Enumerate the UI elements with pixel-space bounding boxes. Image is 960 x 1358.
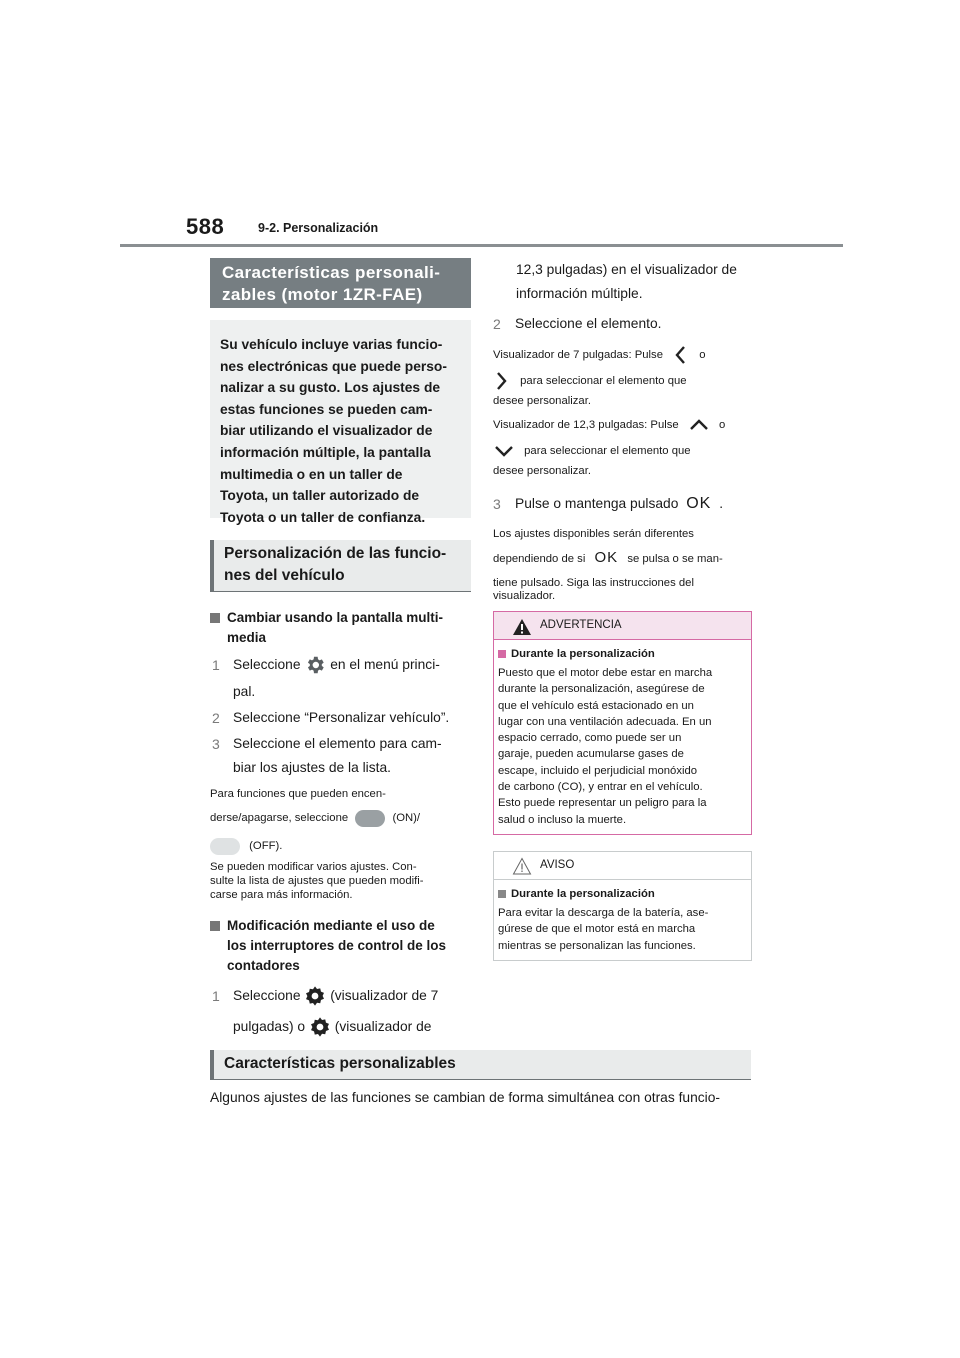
note-line: visualizador.	[493, 590, 556, 602]
intro-line: Su vehículo incluye varias funcio-	[220, 337, 443, 352]
warning-body	[494, 640, 751, 834]
note-line	[493, 438, 752, 464]
note-text: derse/apagarse, seleccione	[210, 812, 349, 824]
settings-icon-7in	[304, 985, 326, 1007]
ok-button-icon: OK	[594, 549, 619, 566]
step-text-part: pal.	[233, 684, 256, 699]
note-line: desee personalizar.	[493, 465, 591, 477]
intro-line: Toyota, un taller autorizado de	[220, 488, 420, 504]
step-number: 2	[493, 316, 501, 332]
bottom-paragraph: Algunos ajustes de las funciones se cambian de forma simultánea con otras funcio-	[210, 1090, 720, 1105]
warning-header	[494, 612, 751, 640]
note-line: tiene pulsado. Siga las instrucciones del	[493, 577, 694, 589]
step-text: Seleccione “Personalizar vehículo”.	[233, 710, 450, 725]
header-rule	[120, 244, 843, 247]
note-line	[493, 368, 752, 394]
step-1-switches	[210, 984, 471, 1039]
note-text: se pulsa o se man-	[627, 553, 723, 565]
ok-button-icon: OK	[686, 495, 712, 512]
notice-line: gúrese de que el motor está en marcha	[498, 923, 696, 936]
notice-line: Para evitar la descarga de la batería, ase-	[498, 906, 709, 919]
page-number: 588	[186, 214, 225, 239]
note-ok	[493, 522, 752, 603]
notice-line: mientras se personalizan las funciones.	[498, 939, 696, 952]
subheading-line: Modificación mediante el uso de	[227, 918, 435, 933]
note-line	[493, 546, 752, 571]
subheading-line: contadores	[227, 958, 300, 973]
step-text-part: (visualizador de 7	[330, 988, 439, 1003]
warning-line: Esto puede representar un peligro para la	[498, 797, 707, 810]
notice-box	[493, 851, 752, 961]
warning-line: salud o incluso la muerte.	[498, 813, 627, 826]
chevron-left-icon	[672, 345, 690, 365]
left-column	[210, 258, 471, 1039]
warning-subtitle	[498, 646, 747, 662]
note-line: carse para más información.	[210, 889, 353, 901]
note-text: para seleccionar el elemento que	[520, 375, 687, 387]
note-text: Visualizador de 12,3 pulgadas: Pulse	[493, 419, 679, 431]
heading-line: Personalización de las funcio-	[224, 545, 447, 562]
intro-line: multimedia o en un taller de	[220, 466, 403, 482]
step-text	[233, 653, 471, 677]
notice-text	[498, 905, 747, 954]
section-label: 9-2. Personalización	[258, 221, 379, 235]
note-7in	[493, 342, 752, 408]
note-text: o	[718, 419, 726, 431]
intro-box	[210, 320, 471, 525]
step-text	[515, 492, 752, 516]
note-text: o	[699, 349, 706, 361]
step-number: 1	[212, 657, 220, 673]
intro-line: biar utilizando el visualizador de	[220, 423, 433, 439]
note-line	[210, 834, 471, 858]
subheading-line: media	[227, 630, 267, 645]
note-line	[493, 342, 752, 368]
notice-body	[494, 880, 751, 960]
note-toggle	[210, 782, 471, 858]
warning-line: espacio cerrado, como puede ser un	[498, 732, 682, 745]
chevron-right-icon	[493, 371, 511, 391]
step-text: Seleccione el elemento para cam-	[233, 736, 442, 751]
square-bullet-icon	[210, 921, 220, 931]
heading-line: Características personalizables	[224, 1055, 456, 1072]
note-text: (ON)/	[392, 812, 421, 824]
notice-title: AVISO	[540, 858, 575, 871]
chevron-down-icon	[493, 443, 515, 459]
intro-line: estas funciones se pueden cam-	[220, 401, 433, 417]
step-number: 3	[212, 736, 220, 752]
subheading-line: Cambiar usando la pantalla multi-	[227, 610, 444, 625]
step-3	[210, 732, 471, 780]
note-line: Los ajustes disponibles serán diferentes	[493, 528, 694, 540]
customizable-features-heading	[210, 1050, 751, 1080]
step-text-part: Seleccione	[233, 988, 301, 1003]
step-text-part: Pulse o mantenga pulsado	[515, 496, 679, 511]
gear-icon	[304, 654, 326, 676]
notice-subtitle-text: Durante la personalización	[511, 887, 655, 900]
subheading-line: los interruptores de control de los	[227, 938, 447, 953]
subheading-switches	[210, 916, 471, 976]
note-line: Para funciones que pueden encen-	[210, 788, 386, 800]
step-number: 3	[493, 496, 501, 512]
step-text-part: (visualizador de	[334, 1019, 432, 1034]
step-text-part: .	[719, 496, 724, 511]
step-text	[233, 984, 471, 1008]
chevron-up-icon	[688, 417, 710, 433]
note-line	[210, 806, 471, 830]
step-1	[210, 653, 471, 704]
note-line: sulte la lista de ajustes que pueden modifi-	[210, 875, 424, 887]
intro-line: Toyota o un taller de confianza.	[220, 509, 426, 525]
step-number: 1	[212, 988, 220, 1004]
note-line: Se pueden modificar varios ajustes. Con-	[210, 861, 417, 873]
step-2-right	[493, 312, 752, 336]
step-2	[210, 706, 471, 730]
toggle-on-icon	[355, 810, 385, 827]
note-line	[493, 412, 752, 438]
warning-triangle-icon	[512, 618, 532, 636]
warning-line: Puesto que el motor debe estar en marcha	[498, 667, 713, 679]
square-bullet-icon	[498, 650, 506, 658]
step-text	[233, 1015, 471, 1039]
note-settings	[210, 860, 471, 902]
note-text: Visualizador de 7 pulgadas: Pulse	[493, 349, 663, 361]
warning-box	[493, 611, 752, 835]
warning-line: escape, incluido el perjudicial monóxido	[498, 764, 698, 777]
toggle-off-icon	[210, 838, 240, 855]
warning-title: ADVERTENCIA	[540, 619, 622, 631]
warning-subtitle-text: Durante la personalización	[511, 648, 655, 660]
square-bullet-icon	[210, 613, 220, 623]
note-text: (OFF).	[249, 840, 283, 852]
step-text-part: pulgadas) o	[233, 1019, 306, 1034]
warning-line: lugar con una ventilación adecuada. En un	[498, 715, 712, 728]
step-3-right	[493, 492, 752, 516]
heading-line: nes del vehículo	[224, 567, 345, 584]
notice-subtitle	[498, 886, 747, 902]
step-text-part: Seleccione	[233, 657, 301, 672]
warning-line: durante la personalización, asegúrese de	[498, 683, 705, 696]
right-column	[493, 258, 752, 961]
notice-header	[494, 852, 751, 880]
subheading-multimedia	[210, 608, 471, 648]
warning-line: garaje, pueden acumularse gases de	[498, 748, 684, 761]
step-text: información múltiple.	[516, 286, 643, 301]
intro-line: nes electrónicas que puede perso-	[220, 358, 447, 374]
warning-line: de carbono (CO), y entrar en el vehículo.	[498, 781, 703, 794]
square-bullet-icon	[498, 890, 506, 898]
step-text: Seleccione el elemento.	[515, 316, 662, 331]
note-12in	[493, 412, 752, 478]
intro-line: información múltiple, la pantalla	[220, 444, 431, 460]
section-banner	[210, 258, 471, 308]
note-line: desee personalizar.	[493, 395, 591, 407]
banner-line: zables (motor 1ZR-FAE)	[222, 285, 423, 304]
step-text: 12,3 pulgadas) en el visualizador de	[516, 262, 737, 277]
section-heading	[210, 540, 471, 592]
warning-line: que el vehículo está estacionado en un	[498, 699, 694, 712]
step-text: biar los ajustes de la lista.	[233, 760, 391, 775]
warning-text	[498, 665, 747, 828]
banner-line: Características personali-	[222, 263, 441, 282]
step-text-part: en el menú princi-	[330, 657, 440, 672]
caution-triangle-icon	[512, 857, 532, 875]
note-text: para seleccionar el elemento que	[524, 445, 691, 457]
settings-icon-12in	[309, 1016, 331, 1038]
step-number: 2	[212, 710, 220, 726]
note-text: dependiendo de si	[493, 553, 586, 565]
intro-line: nalizar a su gusto. Los ajustes de	[220, 380, 441, 396]
step-1-continued	[493, 258, 752, 306]
